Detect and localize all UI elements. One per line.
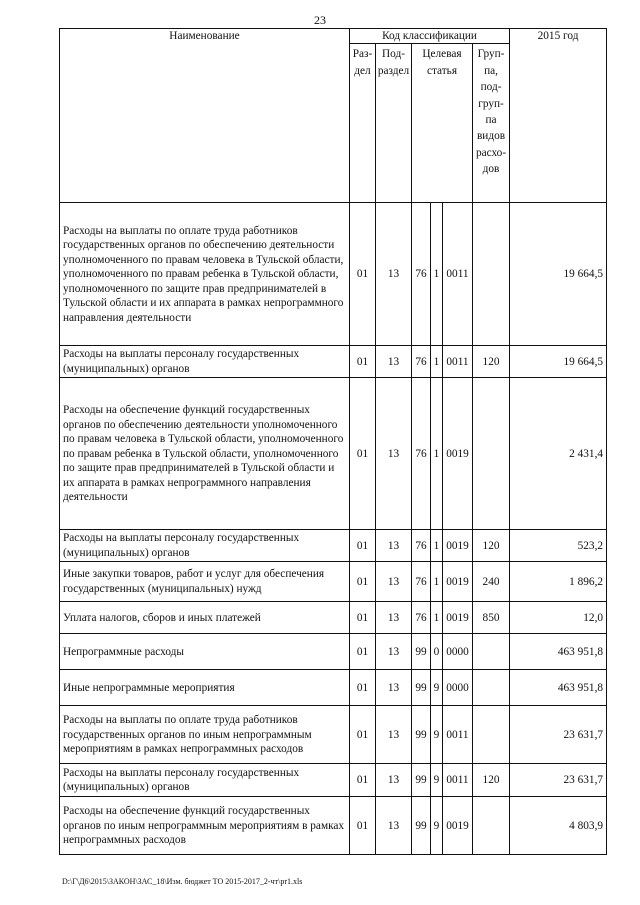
razdel-cell: 01	[350, 706, 376, 764]
target-part1-cell: 76	[412, 530, 431, 562]
group-cell: 120	[473, 530, 510, 562]
table-row	[60, 378, 607, 530]
amount-cell: 19 664,5	[510, 346, 607, 378]
row-name-cell: Иные непрограммные мероприятия	[60, 670, 350, 706]
target-part3-cell: 0019	[443, 378, 473, 530]
razdel-cell: 01	[350, 764, 376, 797]
amount-cell: 19 664,5	[510, 203, 607, 346]
row-name-cell: Иные закупки товаров, работ и услуг для обеспечения государственных (муниципальных) нужд	[60, 562, 350, 602]
target-part2-cell: 1	[431, 602, 443, 634]
row-name-cell: Расходы на выплаты персоналу государственных (муниципальных) органов	[60, 346, 350, 378]
table-row	[60, 764, 607, 797]
group-cell	[473, 378, 510, 530]
header-row-1	[60, 29, 607, 44]
razdel-cell: 01	[350, 634, 376, 670]
group-cell	[473, 634, 510, 670]
razdel-cell: 01	[350, 602, 376, 634]
group-cell: 120	[473, 346, 510, 378]
table-row	[60, 562, 607, 602]
table-row	[60, 706, 607, 764]
target-part2-cell: 1	[431, 530, 443, 562]
table-row	[60, 670, 607, 706]
amount-cell: 2 431,4	[510, 378, 607, 530]
row-name-cell: Расходы на обеспечение функций государственных органов по иным непрограммным мероприятиям в рамках непрограммных расходов	[60, 797, 350, 855]
table-row	[60, 634, 607, 670]
target-part1-cell: 99	[412, 706, 431, 764]
razdel-cell: 01	[350, 346, 376, 378]
target-part2-cell: 1	[431, 562, 443, 602]
target-part1-cell: 99	[412, 797, 431, 855]
razdel-cell: 01	[350, 530, 376, 562]
target-part3-cell: 0000	[443, 634, 473, 670]
row-name-cell: Расходы на обеспечение функций государственных органов по обеспечению деятельности уполномоченного по правам человека в Тульской области, уполномоченного по правам ребенка в Тульской области, уполномоченного по защите прав предпринимателей в Тульской области и их аппарата в рамках непрограммного направления деятельности	[60, 378, 350, 530]
target-part2-cell: 9	[431, 670, 443, 706]
razdel-cell: 01	[350, 797, 376, 855]
razdel-cell: 01	[350, 378, 376, 530]
target-part2-cell: 1	[431, 378, 443, 530]
podrazdel-cell: 13	[376, 797, 412, 855]
target-part1-cell: 76	[412, 602, 431, 634]
table-row	[60, 797, 607, 855]
target-part3-cell: 0011	[443, 346, 473, 378]
group-cell	[473, 706, 510, 764]
row-name-cell: Расходы на выплаты персоналу государственных (муниципальных) органов	[60, 764, 350, 797]
target-part1-cell: 76	[412, 346, 431, 378]
podrazdel-cell: 13	[376, 562, 412, 602]
target-part3-cell: 0019	[443, 562, 473, 602]
row-name-cell: Расходы на выплаты по оплате труда работников государственных органов по иным непрограммным мероприятиям в рамках непрограммных расходов	[60, 706, 350, 764]
amount-cell: 463 951,8	[510, 670, 607, 706]
row-name-cell: Непрограммные расходы	[60, 634, 350, 670]
amount-cell: 23 631,7	[510, 706, 607, 764]
razdel-cell: 01	[350, 203, 376, 346]
table-row	[60, 203, 607, 346]
table-row	[60, 602, 607, 634]
group-cell	[473, 203, 510, 346]
podrazdel-cell: 13	[376, 378, 412, 530]
target-part3-cell: 0011	[443, 764, 473, 797]
target-part3-cell: 0000	[443, 670, 473, 706]
target-part1-cell: 99	[412, 634, 431, 670]
target-part2-cell: 1	[431, 203, 443, 346]
table-row	[60, 530, 607, 562]
podrazdel-cell: 13	[376, 203, 412, 346]
group-cell: 850	[473, 602, 510, 634]
target-part3-cell: 0019	[443, 602, 473, 634]
col-header-podrazdel: Под- раздел	[376, 44, 412, 203]
col-header-razdel: Раз- дел	[350, 44, 376, 203]
col-header-name: Наименование	[60, 29, 350, 203]
file-path-footer: D:\Г\Д6\2015\ЗАКОН\ЗАС_18\Изм. бюджет ТО 2015-2017_2-чт\pr1.xls	[62, 877, 303, 886]
target-part2-cell: 1	[431, 346, 443, 378]
group-cell: 240	[473, 562, 510, 602]
podrazdel-cell: 13	[376, 602, 412, 634]
col-header-target: Целевая статья	[412, 44, 473, 203]
target-part1-cell: 99	[412, 670, 431, 706]
amount-cell: 1 896,2	[510, 562, 607, 602]
target-part2-cell: 9	[431, 706, 443, 764]
podrazdel-cell: 13	[376, 346, 412, 378]
row-name-cell: Уплата налогов, сборов и иных платежей	[60, 602, 350, 634]
amount-cell: 23 631,7	[510, 764, 607, 797]
group-cell	[473, 670, 510, 706]
amount-cell: 12,0	[510, 602, 607, 634]
col-header-year: 2015 год	[510, 29, 607, 203]
target-part2-cell: 0	[431, 634, 443, 670]
podrazdel-cell: 13	[376, 634, 412, 670]
podrazdel-cell: 13	[376, 670, 412, 706]
row-name-cell: Расходы на выплаты персоналу государственных (муниципальных) органов	[60, 530, 350, 562]
table-row	[60, 346, 607, 378]
podrazdel-cell: 13	[376, 530, 412, 562]
target-part3-cell: 0019	[443, 530, 473, 562]
razdel-cell: 01	[350, 562, 376, 602]
amount-cell: 463 951,8	[510, 634, 607, 670]
target-part1-cell: 76	[412, 378, 431, 530]
budget-table	[59, 28, 607, 855]
razdel-cell: 01	[350, 670, 376, 706]
amount-cell: 4 803,9	[510, 797, 607, 855]
target-part3-cell: 0011	[443, 706, 473, 764]
col-header-code-group: Код классификации	[350, 29, 510, 44]
target-part1-cell: 76	[412, 203, 431, 346]
target-part2-cell: 9	[431, 764, 443, 797]
podrazdel-cell: 13	[376, 764, 412, 797]
target-part2-cell: 9	[431, 797, 443, 855]
col-header-group: Груп- па, под- груп- па видов расхо- дов	[473, 44, 510, 203]
target-part3-cell: 0011	[443, 203, 473, 346]
target-part3-cell: 0019	[443, 797, 473, 855]
group-cell	[473, 797, 510, 855]
target-part1-cell: 76	[412, 562, 431, 602]
target-part1-cell: 99	[412, 764, 431, 797]
amount-cell: 523,2	[510, 530, 607, 562]
podrazdel-cell: 13	[376, 706, 412, 764]
page-number: 23	[314, 13, 326, 27]
row-name-cell: Расходы на выплаты по оплате труда работников государственных органов по обеспечению деятельности уполномоченного по правам человека в Тульской области, уполномоченного по правам ребенка в Тульской области, уполномоченного по защите прав предпринимателей в Тульской области и их аппарата в рамках непрограммного направления деятельности	[60, 203, 350, 346]
group-cell: 120	[473, 764, 510, 797]
